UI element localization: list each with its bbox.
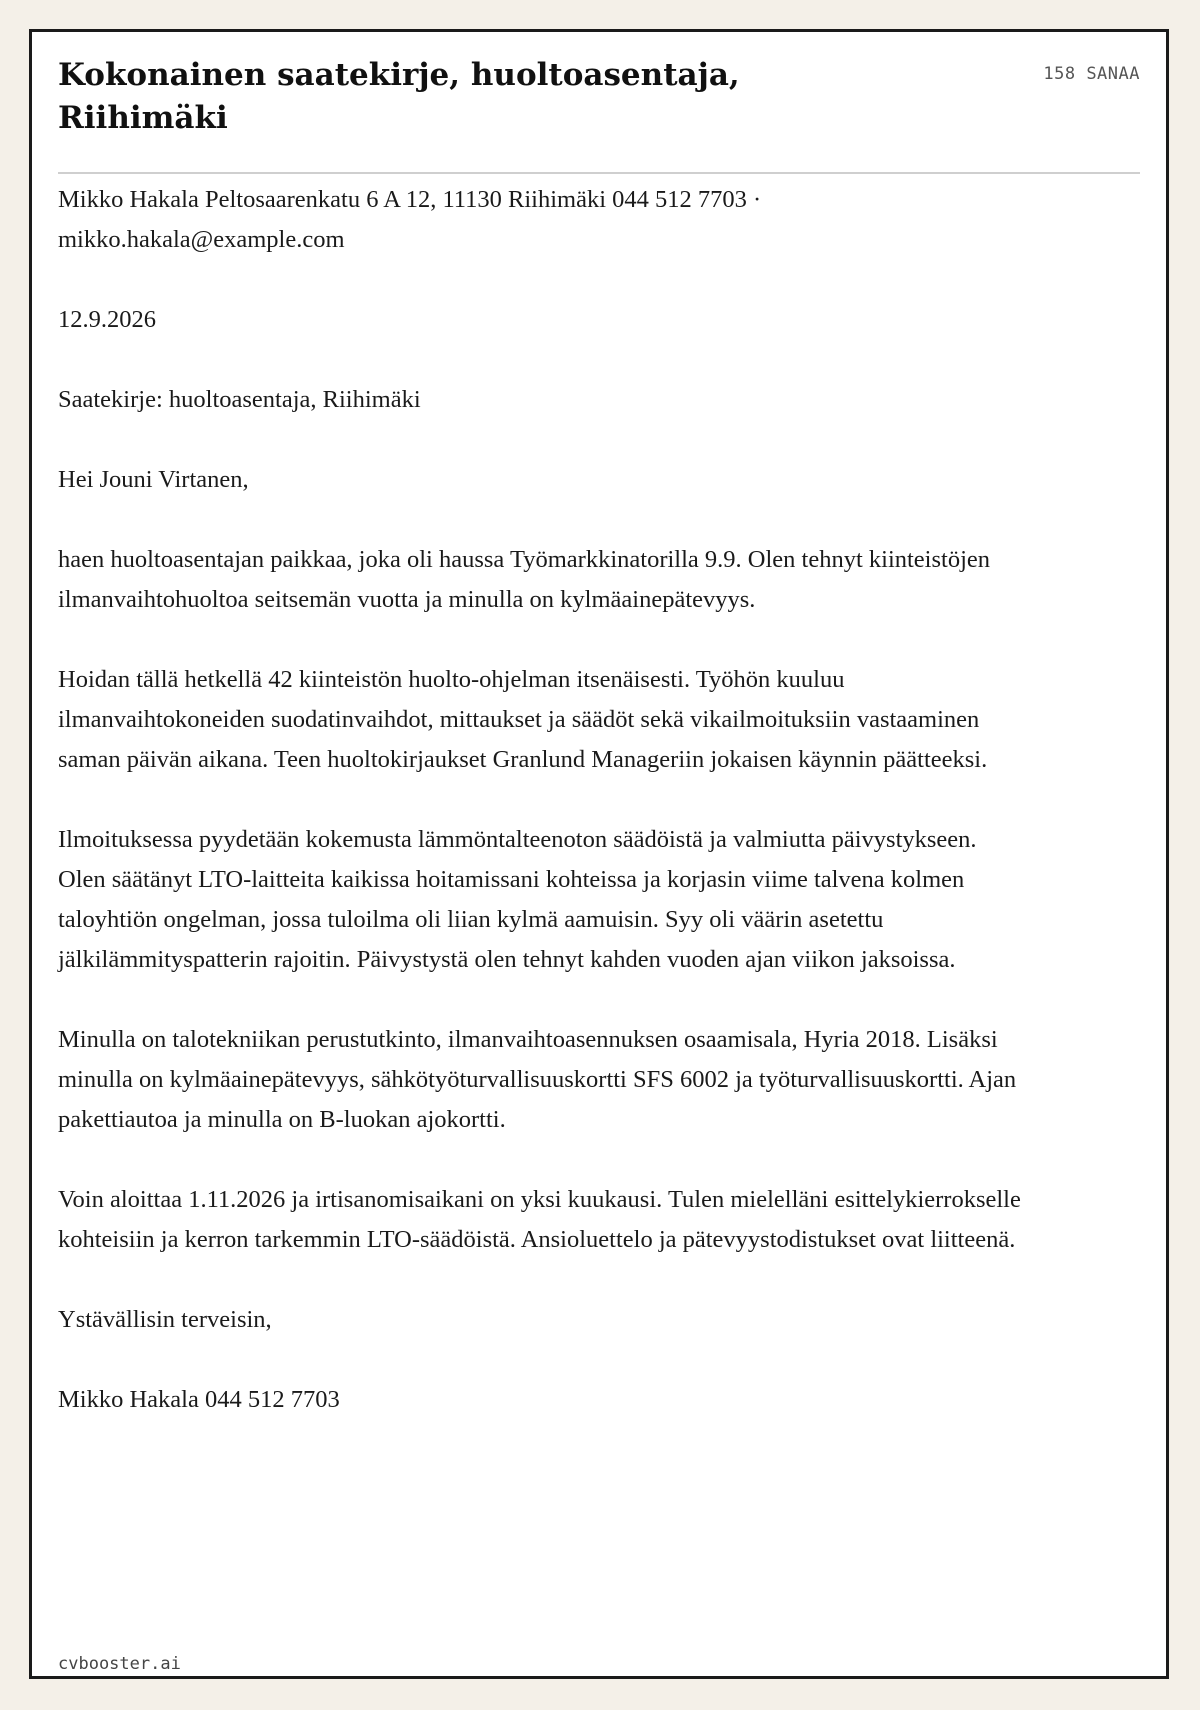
letter-paragraph: haen huoltoasentajan paikkaa, joka oli haussa Työmarkkinatorilla 9.9. Olen tehnyt kiinteistöjen ilmanvaihtohuoltoa seitsemän vuotta ja minulla on kylmäainepätevyys.	[58, 546, 991, 613]
letter-signature: Mikko Hakala 044 512 7703	[58, 1386, 340, 1413]
letter-greeting: Hei Jouni Virtanen,	[58, 466, 249, 493]
letter-closing: Ystävällisin terveisin,	[58, 1306, 272, 1333]
letter-paragraph: Minulla on talotekniikan perustutkinto, ilmanvaihtoasennuksen osaamisala, Hyria 2018. Lisäksi minulla on kylmäainepätevyys, sähkötyöturvallisuuskortti SFS 6002 ja työturvallisuuskortti. Ajan pakettiautoa ja minulla on B-luokan ajokortti.	[58, 1026, 1017, 1133]
page-title: Kokonainen saatekirje, huoltoasentaja, Riihimäki	[58, 57, 740, 136]
letter-paragraph: Ilmoituksessa pyydetään kokemusta lämmöntalteenoton säädöistä ja valmiutta päivystykseen. Olen säätänyt LTO-laitteita kaikissa hoitamissani kohteissa ja korjasin viime talvena kolmen taloyhtiön ongelman, jossa tuloilma oli liian kylmä aamuisin. Syy oli väärin asetettu jälkilämmityspatterin rajoitin. Päivystystä olen tehnyt kahden vuoden ajan viikon jaksoissa.	[58, 826, 977, 973]
letter-subject: Saatekirje: huoltoasentaja, Riihimäki	[58, 386, 421, 413]
word-count-badge: 158 SANAA	[1043, 64, 1140, 84]
letter-body	[58, 180, 1078, 1420]
cover-letter-card	[29, 29, 1169, 1679]
letter-header	[58, 54, 1140, 174]
sender-contact-line: Mikko Hakala Peltosaarenkatu 6 A 12, 11130 Riihimäki 044 512 7703 · mikko.hakala@example.com	[58, 186, 762, 253]
letter-paragraph: Hoidan tällä hetkellä 42 kiinteistön huolto-ohjelman itsenäisesti. Työhön kuuluu ilmanvaihtokoneiden suodatinvaihdot, mittaukset ja säädöt sekä vikailmoituksiin vastaaminen saman päivän aikana. Teen huoltokirjaukset Granlund Manageriin jokaisen käynnin päätteeksi.	[58, 666, 988, 773]
letter-paragraph: Voin aloittaa 1.11.2026 ja irtisanomisaikani on yksi kuukausi. Tulen mielelläni esittelykierrokselle kohteisiin ja kerron tarkemmin LTO-säädöistä. Ansioluettelo ja pätevyystodistukset ovat liitteenä.	[58, 1186, 1021, 1253]
brand-watermark: cvbooster.ai	[58, 1654, 181, 1674]
letter-date: 12.9.2026	[58, 306, 156, 333]
